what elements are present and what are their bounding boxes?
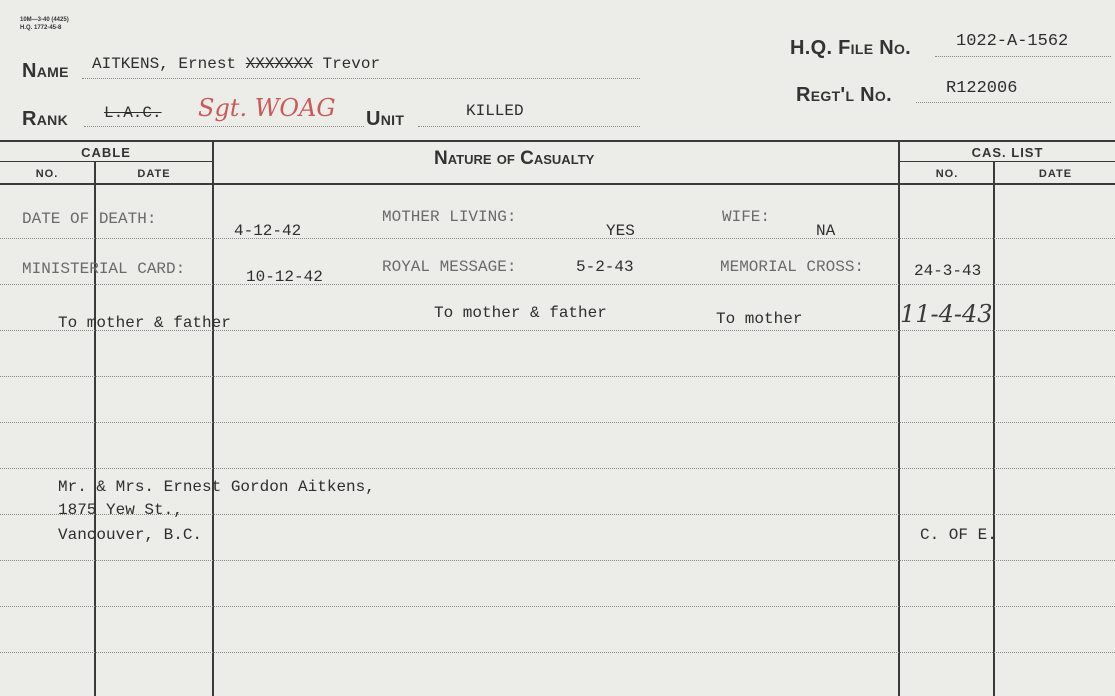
regtl-label: Regt'l No. xyxy=(796,84,892,106)
ministerial-card-value: 10-12-42 xyxy=(246,268,323,286)
cable-header: CABLE xyxy=(81,145,131,160)
royal-recipient: To mother & father xyxy=(434,304,607,322)
memorial-recipient: To mother xyxy=(716,310,803,328)
ministerial-card-label: MINISTERIAL CARD: xyxy=(22,260,186,278)
row-line xyxy=(0,238,1115,239)
name-value xyxy=(92,55,380,73)
address-line-3: Vancouver, B.C. xyxy=(58,526,203,544)
royal-message-label: ROYAL MESSAGE: xyxy=(382,258,517,276)
table-header-rule xyxy=(0,183,1115,185)
memorial-cross-label: MEMORIAL CROSS: xyxy=(720,258,865,276)
form-code xyxy=(20,16,69,32)
regtl-value: R122006 xyxy=(946,79,1018,98)
table-top-rule xyxy=(0,140,1115,142)
memorial-handwritten-date: 11-4-43 xyxy=(900,300,993,328)
wife-value: NA xyxy=(816,222,836,240)
form-code-line: 10M—3-40 (4425) xyxy=(20,17,69,23)
row-line xyxy=(0,468,1115,469)
nature-header: Nature of Casualty xyxy=(434,148,595,169)
cas-list-subrule xyxy=(900,161,1115,162)
name-suffix: Trevor xyxy=(322,55,381,73)
name-label: Name xyxy=(22,60,69,82)
memorial-cross-value: 24-3-43 xyxy=(914,262,982,280)
date-of-death-value: 4-12-42 xyxy=(234,222,302,240)
hq-file-underline xyxy=(935,56,1111,57)
row-line xyxy=(0,284,1115,285)
rank-handwritten: Sgt. WOAG xyxy=(198,94,336,122)
cas-list-date-header: DATE xyxy=(1038,168,1073,180)
address-line-1: Mr. & Mrs. Ernest Gordon Aitkens, xyxy=(58,478,375,496)
row-line xyxy=(0,422,1115,423)
column-rule xyxy=(94,161,96,696)
address-line-2: 1875 Yew St., xyxy=(58,501,183,519)
name-underline xyxy=(82,78,640,79)
name-prefix: AITKENS, Ernest xyxy=(92,55,237,73)
unit-value: KILLED xyxy=(466,102,524,120)
unit-underline xyxy=(418,126,640,127)
column-rule xyxy=(212,140,214,696)
row-line xyxy=(0,560,1115,561)
royal-message-value: 5-2-43 xyxy=(576,258,634,276)
row-line xyxy=(0,376,1115,377)
cable-subrule xyxy=(0,161,212,162)
form-code-line: H.Q. 1772-45-8 xyxy=(20,25,62,31)
cable-date-header: DATE xyxy=(137,168,171,180)
row-line xyxy=(0,606,1115,607)
column-rule xyxy=(993,161,995,696)
cas-list-no-header: NO. xyxy=(935,168,959,180)
religion-value: C. OF E. xyxy=(920,526,997,544)
rank-underline xyxy=(84,126,364,127)
unit-label: Unit xyxy=(366,108,405,130)
hq-file-label: H.Q. File No. xyxy=(790,37,912,59)
mother-living-value: YES xyxy=(606,222,635,240)
column-rule xyxy=(898,140,900,696)
rank-label: Rank xyxy=(22,108,68,130)
date-of-death-label: DATE OF DEATH: xyxy=(22,210,157,228)
regtl-underline xyxy=(916,102,1111,103)
cable-no-header: NO. xyxy=(35,168,59,180)
hq-file-value: 1022-A-1562 xyxy=(956,32,1069,51)
ministerial-recipient: To mother & father xyxy=(58,314,231,332)
cas-list-header: CAS. LIST xyxy=(971,145,1044,160)
row-line xyxy=(0,652,1115,653)
name-struck: XXXXXXX xyxy=(245,55,313,73)
wife-label: WIFE: xyxy=(722,208,771,226)
rank-struck: L.A.C. xyxy=(104,104,162,122)
mother-living-label: MOTHER LIVING: xyxy=(382,208,517,226)
